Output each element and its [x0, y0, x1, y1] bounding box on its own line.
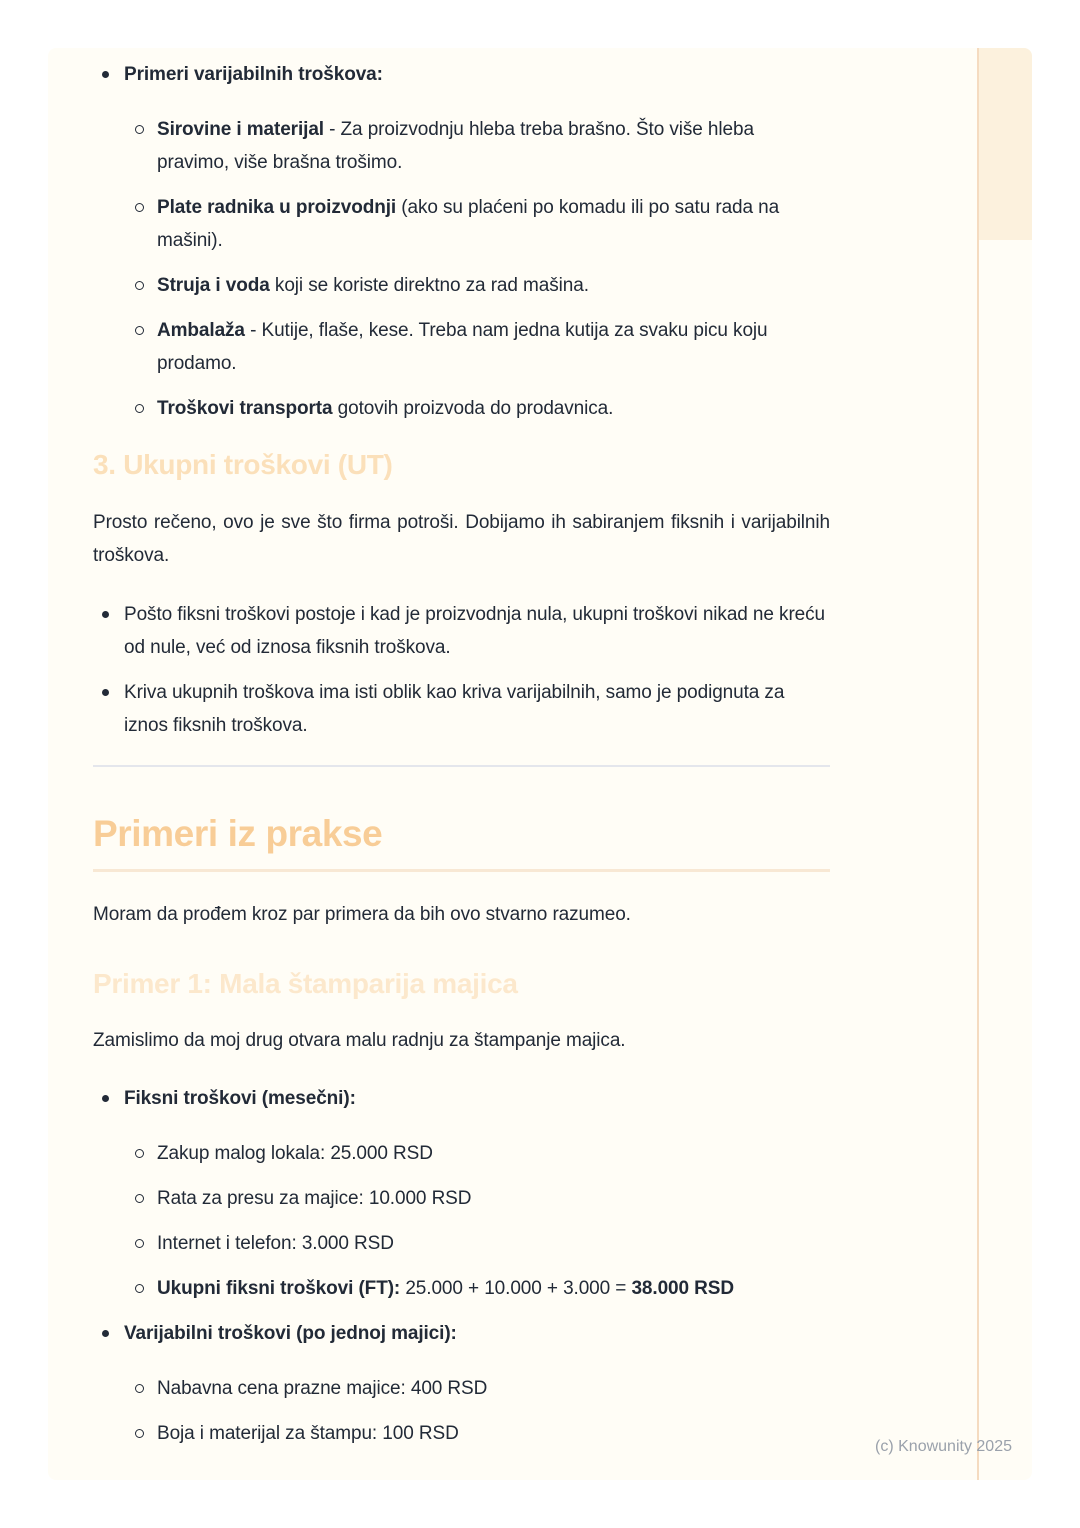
list-item [93, 58, 830, 425]
variable-costs-sublist [124, 113, 830, 425]
document-page [48, 48, 1032, 1480]
page-edge-line [977, 48, 979, 1480]
document-content [93, 58, 830, 1462]
total-costs-list [93, 598, 830, 742]
list-item [93, 1317, 830, 1450]
list-item: Pošto fiksni troškovi postoje i kad je proizvodnja nula, ukupni troškovi nikad ne kreću od nule, već od iznosa fiksnih troškova. [93, 598, 830, 664]
list-item: Zakup malog lokala: 25.000 RSD [124, 1137, 830, 1170]
paragraph: Prosto rečeno, ovo je sve što firma potroši. Dobijamo ih sabiranjem fiksnih i varijabilnih troškova. [93, 512, 830, 566]
copyright-watermark: (c) Knowunity 2025 [875, 1438, 1012, 1455]
list-item: Troškovi transporta gotovih proizvoda do prodavnica. [124, 392, 830, 425]
list-item: Ambalaža - Kutije, flaše, kese. Treba nam jedna kutija za svaku picu koju prodamo. [124, 314, 830, 380]
section-heading-ukupni-troskovi: 3. Ukupni troškovi (UT) [93, 449, 393, 480]
section-divider [93, 765, 830, 767]
list-item: Ukupni fiksni troškovi (FT): 25.000 + 10.000 + 3.000 = 38.000 RSD [124, 1272, 830, 1305]
subsection-heading-primer-1: Primer 1: Mala štamparija majica [93, 968, 518, 999]
fixed-costs-sublist [124, 1137, 830, 1305]
paragraph: Moram da prođem kroz par primera da bih ovo stvarno razumeo. [93, 904, 631, 925]
list-item: Kriva ukupnih troškova ima isti oblik kao kriva varijabilnih, samo je podignuta za iznos fiksnih troškova. [93, 676, 830, 742]
list-item-title: Varijabilni troškovi (po jednoj majici): [124, 1323, 457, 1344]
paragraph: Zamislimo da moj drug otvara malu radnju za štampanje majica. [93, 1030, 626, 1051]
variable-costs-per-unit-sublist [124, 1372, 830, 1450]
list-item: Internet i telefon: 3.000 RSD [124, 1227, 830, 1260]
list-item: Struja i voda koji se koriste direktno za rad mašina. [124, 269, 830, 302]
list-item-title: Primeri varijabilnih troškova: [124, 64, 383, 85]
variable-costs-list [93, 58, 830, 425]
page-title-primeri-iz-prakse: Primeri iz prakse [93, 812, 830, 872]
list-item: Nabavna cena prazne majice: 400 RSD [124, 1372, 830, 1405]
list-item: Sirovine i materijal - Za proizvodnju hleba treba brašno. Što više hleba pravimo, više brašna trošimo. [124, 113, 830, 179]
list-item [93, 1082, 830, 1305]
scrollbar-thumb[interactable] [979, 48, 1032, 240]
list-item: Boja i materijal za štampu: 100 RSD [124, 1417, 830, 1450]
list-item-title: Fiksni troškovi (mesečni): [124, 1088, 356, 1109]
list-item: Plate radnika u proizvodnji (ako su plaćeni po komadu ili po satu rada na mašini). [124, 191, 830, 257]
example1-costs-list [93, 1082, 830, 1450]
list-item: Rata za presu za majice: 10.000 RSD [124, 1182, 830, 1215]
